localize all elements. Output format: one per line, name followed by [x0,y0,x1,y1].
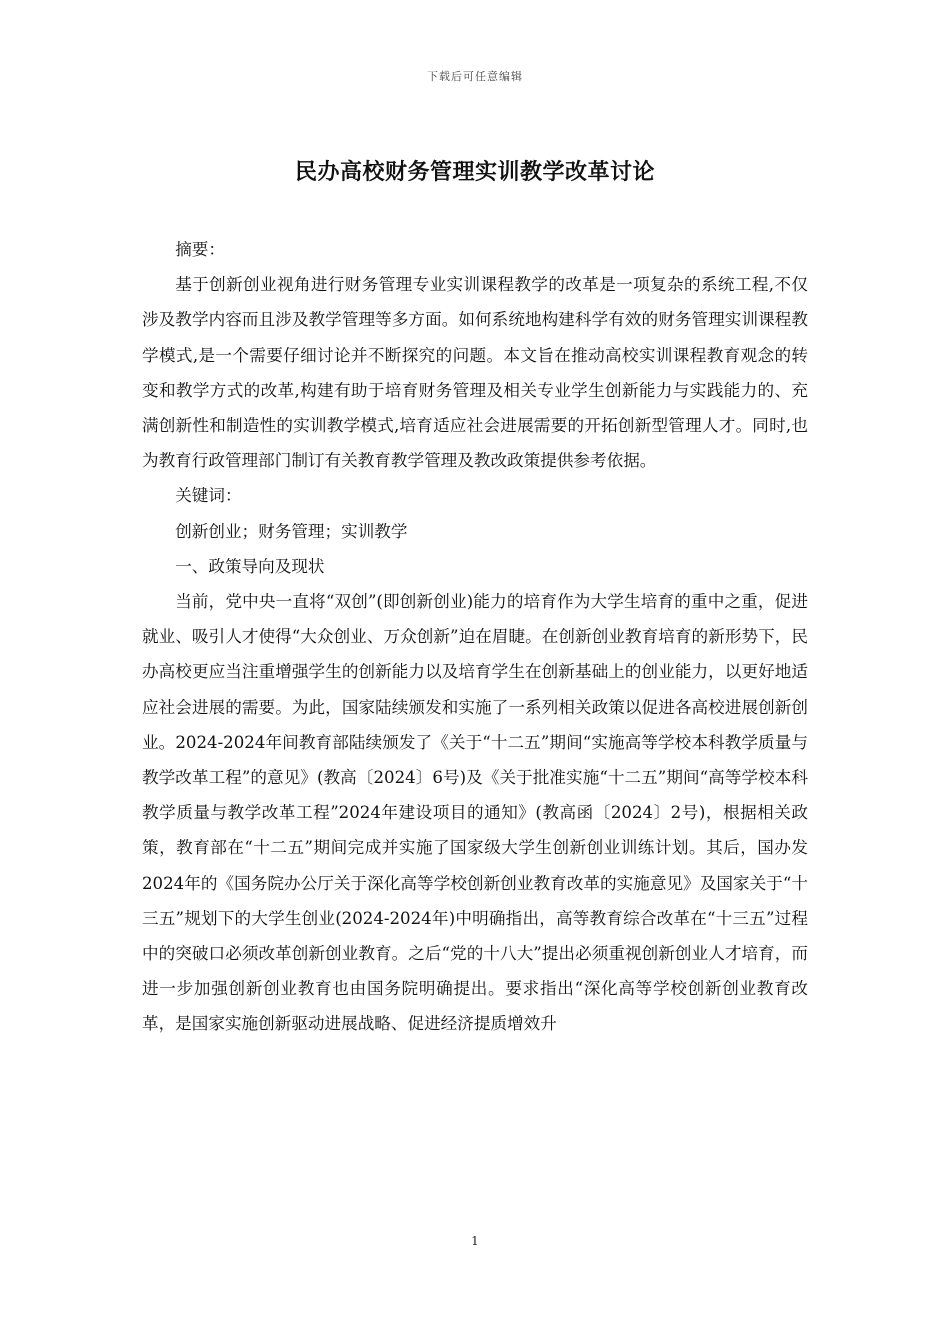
keywords-paragraph: 创新创业；财务管理；实训教学 [175,521,408,541]
section-paragraph: 当前，党中央一直将“双创”(即创新创业)能力的培育作为大学生培育的重中之重，促进就业、吸引人才使得“大众创业、万众创新”迫在眉睫。在创新创业教育培育的新形势下，民办高校更应当注重增强学生的创新能力以及培育学生在创新基础上的创业能力，以更好地适应社会进展的需要。为此，国家陆续颁发和实施了一系列相关政策以促进各高校进展创新创业。2024-2024年间教育部陆续颁发了《关于“十二五”期间“实施高等学校本科教学质量与教学改革工程”的意见》(教高〔2024〕6号)及《关于批准实施“十二五”期间“高等学校本科教学质量与教学改革工程”2024年建设项目的通知》(教高函〔2024〕2号)，根据相关政策，教育部在“十二五”期间完成并实施了国家级大学生创新创业训练计划。其后，国办发2024年的《国务院办公厅关于深化高等学校创新创业教育改革的实施意见》及国家关于“十三五”规划下的大学生创业(2024-2024年)中明确指出，高等教育综合改革在“十三五”过程中的突破口必须改革创新创业教育。之后“党的十八大”提出必须重视创新创业人才培育，而进一步加强创新创业教育也由国务院明确提出。要求指出“深化高等学校创新创业教育改革，是国家实施创新驱动进展战略、促进经济提质增效升 [142,592,808,1034]
page-header: 下载后可任意编辑 [427,70,523,83]
keywords-label: 关键词： [175,486,242,506]
document-body [142,232,808,1042]
abstract-label: 摘要： [175,240,225,259]
abstract-paragraph: 基于创新创业视角进行财务管理专业实训课程教学的改革是一项复杂的系统工程,不仅涉及教学内容而且涉及教学管理等多方面。如何系统地构建科学有效的财务管理实训课程教学模式,是一个需要仔细讨论并不断探究的问题。本文旨在推动高校实训课程教育观念的转变和教学方式的改革,构建有助于培育财务管理及相关专业学生创新能力与实践能力的、充满创新性和制造性的实训教学模式,培育适应社会进展需要的开拓创新型管理人才。同时,也为教育行政管理部门制订有关教育教学管理及教改政策提供参考依据。 [142,275,808,471]
page-number: 1 [471,1234,479,1248]
section-heading: 一、政策导向及现状 [175,556,325,576]
document-title: 民办高校财务管理实训教学改革讨论 [294,159,655,185]
